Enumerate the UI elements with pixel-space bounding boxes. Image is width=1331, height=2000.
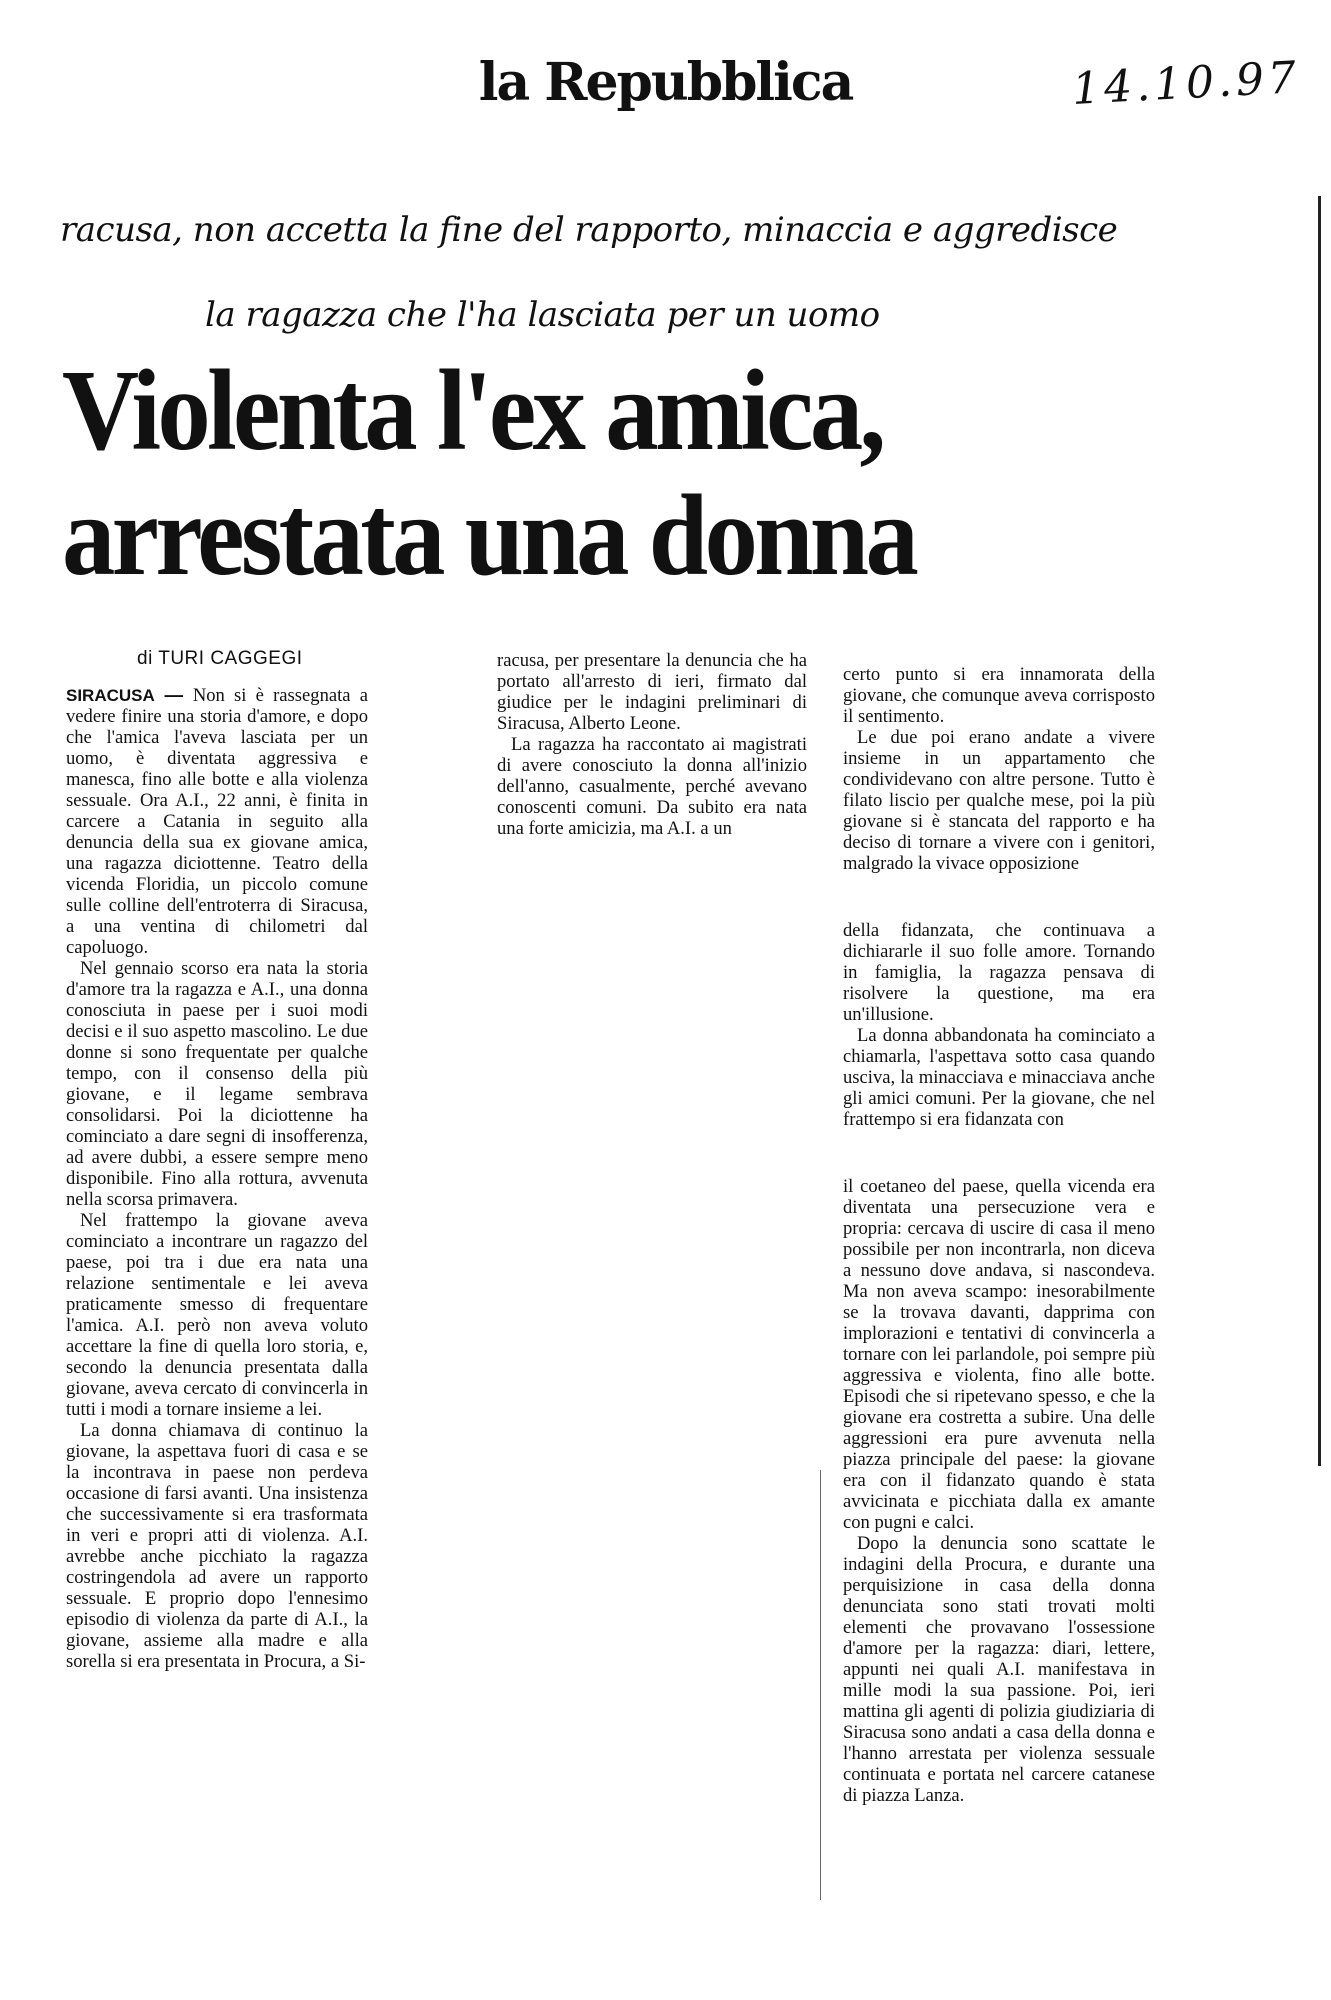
article-column-3-middle <box>843 920 1155 1130</box>
handwritten-date: 14.10.97 <box>1070 52 1302 115</box>
headline-line-1: Violenta l'ex amica, <box>62 347 883 475</box>
article-column-3-top <box>843 664 1155 874</box>
article-column-1 <box>66 684 368 1672</box>
article-paragraph: Le due poi erano andate a vivere insieme in un appartamento che condividevano con altre persone. Tutto è filato liscio per qualche mese, poi la più giovane si è stancata del rapporto e ha deciso di tornare a vivere con i genitori, malgrado la vivace opposizione <box>843 727 1155 874</box>
article-paragraph: Dopo la denuncia sono scattate le indagini della Procura, e durante una perquisizione in casa della donna denunciata sono stati trovati molti elementi che provavano l'ossessione d'amore per la ragazza: diari, lettere, appunti nei quali A.I. manifestava in mille modi la sua passione. Poi, ieri mattina gli agenti di polizia giudiziaria di Siracusa sono andati a casa della donna e l'hanno arrestata per violenza sessuale continuata e portata nel carcere catanese di piazza Lanza. <box>843 1533 1155 1806</box>
article-paragraph: racusa, per presentare la denuncia che ha portato all'arresto di ieri, firmato dal giudice per le indagini preliminari di Siracusa, Alberto Leone. <box>497 650 807 734</box>
article-paragraph: Nel frattempo la giovane aveva cominciato a incontrare un ragazzo del paese, poi tra i due era nata una relazione sentimentale e lei aveva praticamente smesso di frequentare l'amica. A.I. però non aveva voluto accettare la fine di quella loro storia, e, secondo la denuncia presentata dalla giovane, aveva cercato di convincerla in tutti i modi a tornare insieme a lei. <box>66 1210 368 1420</box>
article-column-2 <box>497 650 807 839</box>
article-paragraph: La ragazza ha raccontato ai magistrati di avere conosciuto la donna all'inizio dell'anno, casualmente, perché avevano conoscenti comuni. Da subito era nata una forte amicizia, ma A.I. a un <box>497 734 807 839</box>
column-rule <box>1318 196 1321 1466</box>
dateline-dash: — <box>154 684 193 705</box>
dateline: SIRACUSA <box>66 686 155 705</box>
kicker-line-1: racusa, non accetta la fine del rapporto, minaccia e aggredisce <box>60 210 1118 250</box>
clipping-edge-line <box>820 1470 821 1900</box>
byline: di TURI CAGGEGI <box>137 648 303 669</box>
article-paragraph: certo punto si era innamorata della giovane, che comunque aveva corrisposto il sentimento. <box>843 664 1155 727</box>
article-paragraph <box>66 684 368 958</box>
article-paragraph: Nel gennaio scorso era nata la storia d'amore tra la ragazza e A.I., una donna conosciuta in paese per i suoi modi decisi e il suo aspetto mascolino. Le due donne si sono frequentate per qualche tempo, con il consenso della più giovane, e il legame sembrava consolidarsi. Poi la diciottenne ha cominciato a dare segni di insofferenza, ad avere dubbi, a essere sempre meno disponibile. Fino alla rottura, avvenuta nella scorsa primavera. <box>66 958 368 1210</box>
article-paragraph: La donna abbandonata ha cominciato a chiamarla, l'aspettava sotto casa quando usciva, la minacciava e minacciava anche gli amici comuni. Per la giovane, che nel frattempo si era fidanzata con <box>843 1025 1155 1130</box>
article-paragraph: il coetaneo del paese, quella vicenda era diventata una persecuzione vera e propria: cercava di uscire di casa il meno possibile per non incontrarla, non diceva a nessuno dove andava, si nascondeva. Ma non aveva scampo: inesorabilmente se la trovava davanti, dapprima con implorazioni e tentativi di convincerla a tornare con lei parlandole, poi sempre più aggressiva e violenta, fino alle botte. Episodi che si ripetevano spesso, e che la giovane era costretta a subire. Una delle aggressioni era pure avvenuta nella piazza principale del paese: la giovane era con il fidanzato quando è stata avvicinata e picchiata dalla ex amante con pugni e calci. <box>843 1176 1155 1533</box>
article-paragraph: della fidanzata, che continuava a dichiararle il suo folle amore. Tornando in famiglia, la ragazza pensava di risolvere la questione, ma era un'illusione. <box>843 920 1155 1025</box>
paragraph-text: Non si è rassegnata a vedere finire una storia d'amore, e dopo che l'amica l'aveva lasciata per un uomo, è diventata aggressiva e manesca, fino alle botte e alla violenza sessuale. Ora A.I., 22 anni, è finita in carcere a Catania in seguito alla denuncia della sua ex giovane amica, una ragazza diciottenne. Teatro della vicenda Floridia, un piccolo comune sulle colline dell'entroterra di Siracusa, a una ventina di chilometri dal capoluogo. <box>66 685 368 958</box>
kicker-line-2: la ragazza che l'ha lasciata per un uomo <box>205 295 880 335</box>
article-paragraph: La donna chiamava di continuo la giovane, la aspettava fuori di casa e se la incontrava in paese non perdeva occasione di farsi avanti. Una insistenza che successivamente si era trasformata in veri e propri atti di violenza. A.I. avrebbe anche picchiato la ragazza costringendola ad avere un rapporto sessuale. E proprio dopo l'ennesimo episodio di violenza da parte di A.I., la giovane, assieme alla madre e alla sorella si era presentata in Procura, a Si- <box>66 1420 368 1672</box>
headline-line-2: arrestata una donna <box>62 472 916 600</box>
article-column-3-bottom <box>843 1176 1155 1806</box>
newspaper-masthead: la Repubblica <box>478 52 853 113</box>
